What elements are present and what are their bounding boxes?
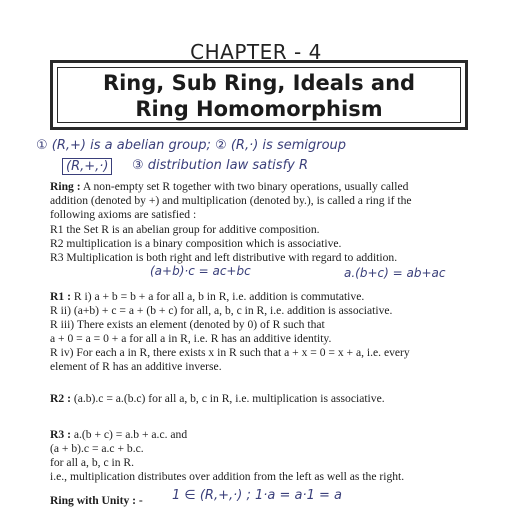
r3-label: R3 :	[50, 428, 71, 441]
r3-line	[50, 428, 500, 442]
r2-label: R2 :	[50, 392, 71, 405]
axiom-r2: R2 multiplication is a binary composition which is associative.	[50, 237, 342, 250]
r2-text: (a.b).c = a.(b.c) for all a, b, c in R, i.e. multiplication is associative.	[73, 392, 385, 405]
handwritten-note-boxed: (R,+,·)	[62, 158, 112, 175]
r2-line	[50, 392, 500, 406]
handwritten-note-1: ① (R,+) is a abelian group; ② (R,·) is semigroup	[36, 138, 347, 153]
title-line-1: Ring, Sub Ring, Ideals and	[102, 71, 416, 95]
r3-line: (a + b).c = a.c + b.c.	[50, 442, 144, 455]
handwritten-distrib-right: a.(b+c) = ab+ac	[344, 266, 446, 280]
r3-line: for all a, b, c in R.	[50, 456, 135, 469]
r2-block	[50, 392, 500, 406]
r3-block	[50, 428, 500, 484]
r1-line: R ii) (a+b) + c = a + (b + c) for all, a, b, c in R, i.e. addition is associative.	[50, 304, 393, 317]
ring-term: Ring :	[50, 180, 81, 193]
r1-line	[50, 290, 500, 304]
r1-line: a + 0 = a = 0 + a for all a in R, i.e. R has an additive identity.	[50, 332, 332, 345]
r1-line: R iv) For each a in R, there exists x in R such that a + x = 0 = x + a, i.e. every	[50, 346, 410, 359]
handwritten-unity-note: 1 ∈ (R,+,·) ; 1·a = a·1 = a	[172, 488, 342, 503]
chapter-title	[50, 70, 468, 122]
r1-text: R i) a + b = b + a for all a, b in R, i.e. addition is commutative.	[73, 290, 365, 303]
r1-block	[50, 290, 500, 374]
handwritten-distrib-left: (a+b)·c = ac+bc	[150, 264, 251, 278]
definition-line: following axioms are satisfied :	[50, 208, 197, 221]
axiom-r3: R3 Multiplication is both right and left distributive with regard to addition.	[50, 251, 398, 264]
unity-label: Ring with Unity : -	[50, 494, 143, 507]
r1-line: R iii) There exists an element (denoted by 0) of R such that	[50, 318, 325, 331]
r1-label: R1 :	[50, 290, 71, 303]
chapter-heading: CHAPTER - 4	[190, 40, 322, 64]
handwritten-note-2: ③ distribution law satisfy R	[132, 158, 309, 173]
definition-line	[50, 180, 500, 194]
definition-text: A non-empty set R together with two binary operations, usually called	[82, 180, 409, 193]
title-line-2: Ring Homomorphism	[135, 97, 383, 121]
definition-line: addition (denoted by +) and multiplication (denoted by.), is called a ring if the	[50, 194, 412, 207]
ring-definition	[50, 180, 500, 265]
r1-line: element of R has an additive inverse.	[50, 360, 222, 373]
axiom-r1: R1 the Set R is an abelian group for additive composition.	[50, 223, 320, 236]
r3-line: i.e., multiplication distributes over addition from the left as well as the right.	[50, 470, 405, 483]
r3-text: a.(b + c) = a.b + a.c. and	[73, 428, 188, 441]
